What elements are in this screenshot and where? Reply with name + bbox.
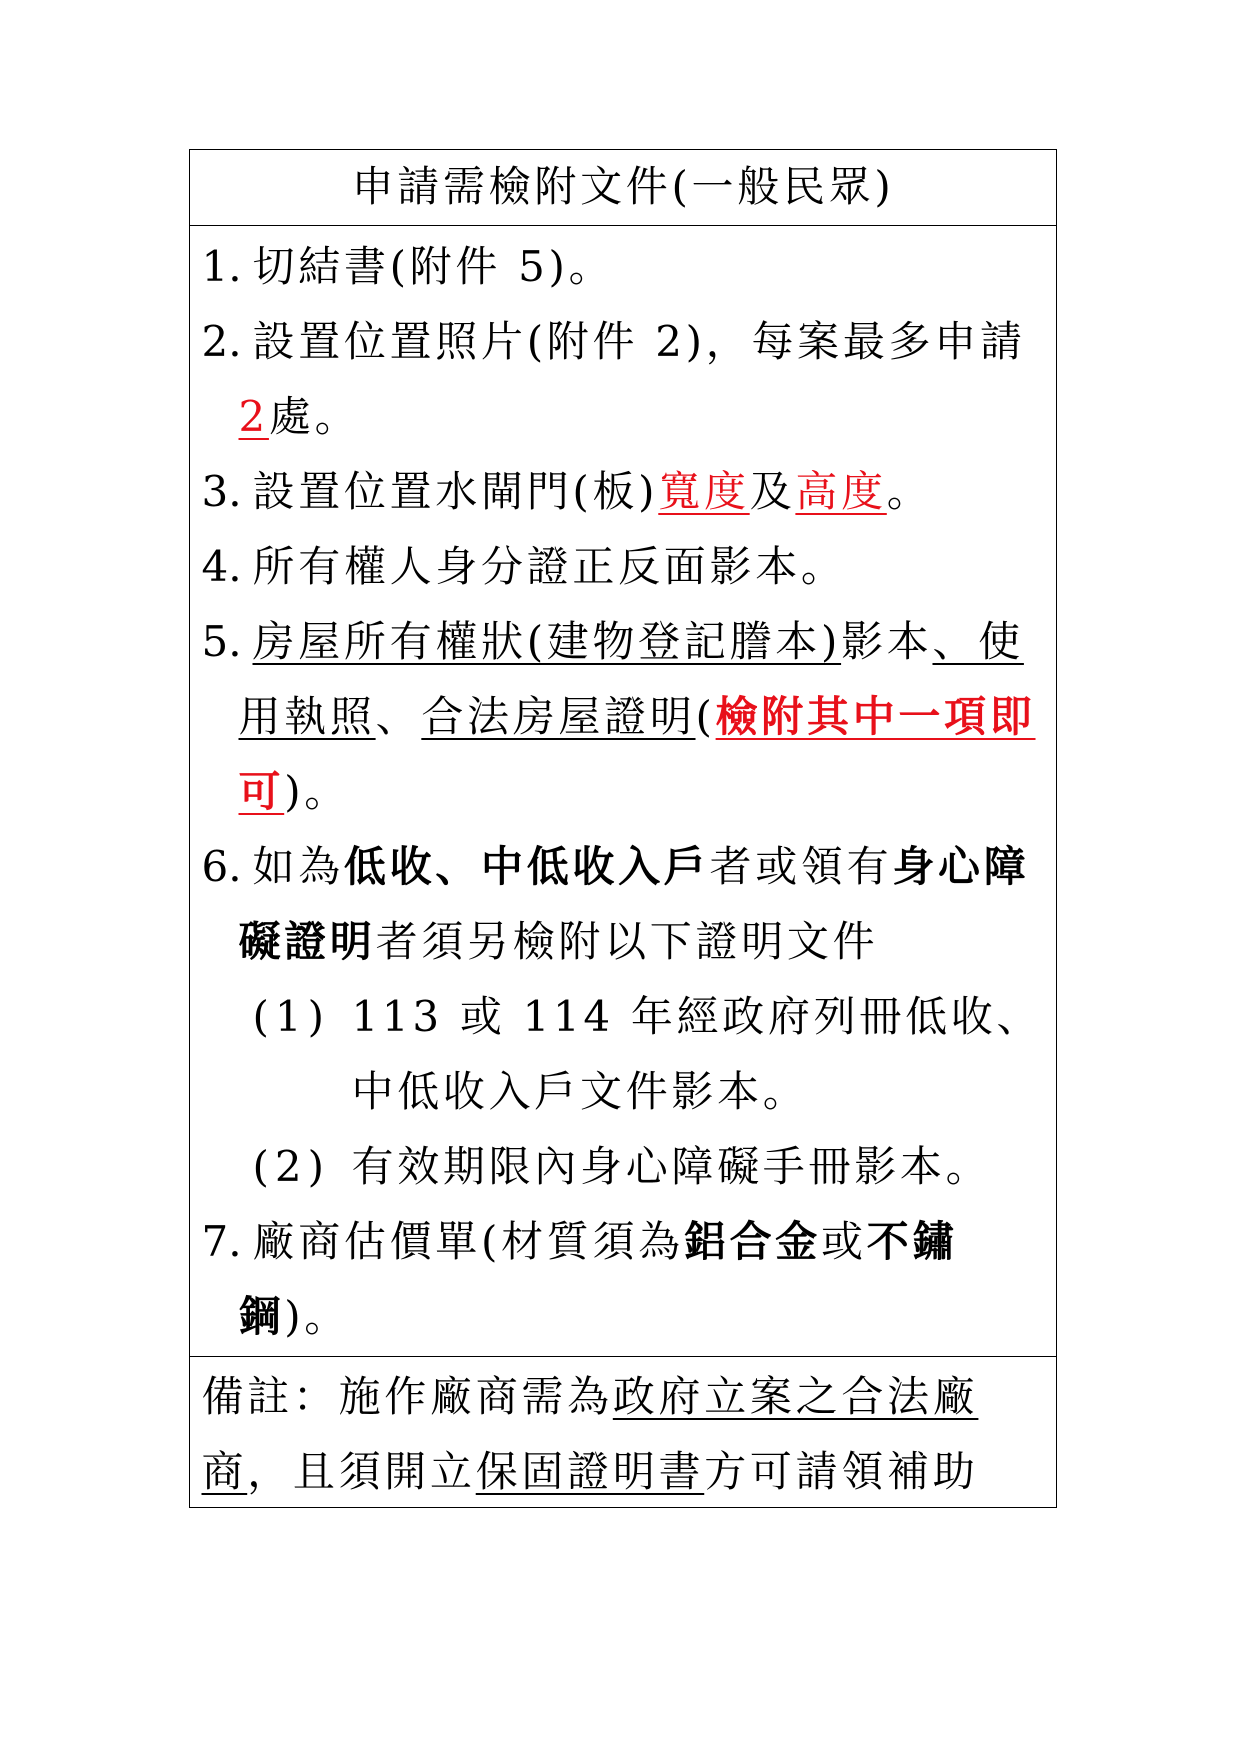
item-line [202,604,1057,679]
item-text: 廠商估價單(材質須為 [252,1216,684,1266]
bold-text: 鋁合金 [683,1216,821,1266]
item-line-continued [202,679,1057,754]
sub-item-text: 有效期限內身心障礙手冊影本。 [351,1141,992,1191]
underlined-text: 商 [201,1446,248,1496]
sub-item-1 [202,979,1057,1129]
bold-text: 身心障 [892,841,1030,891]
underlined-text: 用執照 [238,691,376,741]
item-text: 及 [749,466,796,516]
item-text: )。 [284,766,350,816]
sub-item-label: (2) [252,1141,330,1191]
table-header [190,150,1056,226]
note-text: 方可請領補助 [704,1446,979,1496]
bold-text: 低收、中低收入戶 [343,841,710,891]
underlined-text: 政府立案之合法廠 [612,1371,979,1421]
item-line [202,304,1057,379]
underlined-text: 合法房屋證明 [421,691,696,741]
table-title: 申請需檢附文件(一般民眾) [351,162,895,211]
sub-item-label: (1) [252,991,330,1041]
item-text: 處。 [268,391,361,441]
height-highlight: 高度 [795,466,887,516]
list-item-2 [202,304,1057,454]
underlined-text: 、使 [932,616,1024,666]
sub-item-line [202,1129,1057,1204]
emphasis-text: 可 [238,766,285,816]
item-text: 設置位置水閘門(板) [252,466,659,516]
underlined-text: 保固證明書 [475,1446,705,1496]
item-number: 7. [201,1216,242,1266]
remarks-note [190,1357,1056,1507]
item-number: 2. [201,316,242,366]
bold-text: 礙證明 [238,916,376,966]
item-line [202,454,1057,529]
list-item-3 [202,454,1057,529]
item-text: 、 [375,691,422,741]
sub-item-text: 113 或 114 年經政府列冊低收、 [351,991,1043,1041]
item-line-continued [202,754,1057,829]
sub-item-2 [202,1129,1057,1204]
item-number: 5. [201,616,242,666]
bold-text: 鋼 [238,1291,285,1341]
item-line-continued [202,379,1057,454]
item-text: 影本 [841,616,933,666]
list-item-4 [202,529,1057,604]
note-line [202,1359,1057,1434]
bold-text: 不鏽 [866,1216,959,1266]
sub-item-line-continued [202,1054,1057,1129]
item-text: )。 [284,1291,350,1341]
item-text: 所有權人身分證正反面影本。 [252,541,847,591]
item-text: 設置位置照片(附件 2)，每案最多申請 [252,316,1026,366]
item-text: 如為 [252,841,344,891]
item-number: 1. [201,241,242,291]
list-item-6 [202,829,1057,1204]
location-count-highlight: 2 [238,391,269,441]
width-highlight: 寬度 [658,466,750,516]
item-line-continued [202,1279,1057,1354]
required-documents-table [189,149,1057,1508]
item-text: 或 [821,1216,867,1266]
sub-item-text: 中低收入戶文件影本。 [351,1066,809,1116]
document-list [190,226,1056,1358]
item-text: 者或領有 [709,841,893,891]
item-text: ( [695,691,716,741]
item-line [202,229,1057,304]
item-text: 切結書(附件 5)。 [252,241,615,291]
emphasis-text: 檢附其中一項即 [715,691,1036,741]
item-line [202,1204,1057,1279]
list-item-7 [202,1204,1057,1354]
item-line-continued [202,904,1057,979]
note-text: ，且須開立 [247,1446,476,1496]
item-line [202,829,1057,904]
item-line [202,529,1057,604]
list-item-5 [202,604,1057,829]
item-number: 6. [201,841,242,891]
list-item-1 [202,229,1057,304]
note-line [202,1434,1057,1509]
sub-item-line [202,979,1057,1054]
item-text: 者須另檢附以下證明文件 [375,916,879,966]
item-text: 。 [886,466,933,516]
underlined-text: 房屋所有權狀(建物登記謄本) [252,616,842,666]
item-number: 4. [201,541,242,591]
note-text: 備註：施作廠商需為 [201,1371,613,1421]
item-number: 3. [201,466,242,516]
